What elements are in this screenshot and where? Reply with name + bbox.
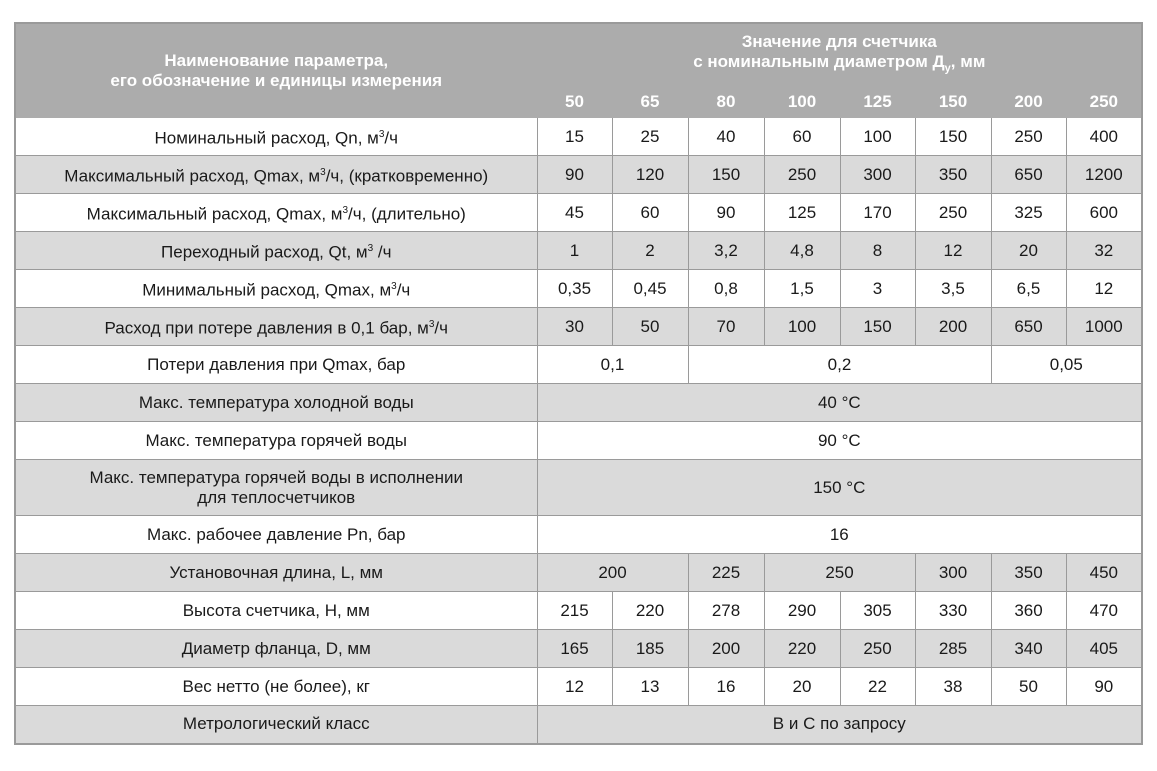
value-cell: 50 [991,668,1066,706]
value-cell: 0,2 [688,346,991,384]
value-cell: 0,35 [537,270,612,308]
table-row [15,668,1142,706]
table-row [15,194,1142,232]
value-cell: 30 [537,308,612,346]
value-cell: 200 [915,308,991,346]
value-cell: 325 [991,194,1066,232]
value-cell: 0,8 [688,270,764,308]
diameter-header-cell: 65 [612,87,688,118]
value-cell: 45 [537,194,612,232]
value-cell: 90 °C [537,422,1142,460]
table-row [15,118,1142,156]
value-cell: 250 [764,554,915,592]
diameter-header-cell: 100 [764,87,840,118]
value-cell: 400 [1066,118,1142,156]
value-cell: 8 [840,232,915,270]
value-cell: 300 [840,156,915,194]
value-cell: 150 °C [537,460,1142,516]
value-cell: 32 [1066,232,1142,270]
value-cell: 600 [1066,194,1142,232]
table-row [15,232,1142,270]
value-cell: 70 [688,308,764,346]
value-cell: 12 [537,668,612,706]
table-row [15,630,1142,668]
parameter-label: Макс. температура холодной воды [15,384,537,422]
value-cell: 200 [688,630,764,668]
value-cell: 650 [991,308,1066,346]
table-row [15,706,1142,744]
value-cell: 330 [915,592,991,630]
value-cell: 215 [537,592,612,630]
parameter-label: Расход при потере давления в 0,1 бар, $м^3/ч$ [15,308,537,346]
parameter-label: Вес нетто (не более), кг [15,668,537,706]
value-cell: 50 [612,308,688,346]
diameter-header-cell: 50 [537,87,612,118]
value-cell: 12 [1066,270,1142,308]
value-cell: 3 [840,270,915,308]
value-cell: 350 [915,156,991,194]
table-row [15,554,1142,592]
parameter-label: Метрологический класс [15,706,537,744]
parameter-header-line1: Наименование параметра, [164,50,389,70]
parameter-label: Переходный расход, Qt, $м^3$ /ч [15,232,537,270]
spec-table [14,22,1143,745]
parameter-label: Максимальный расход, Qmax, $м^3/ч$, (длительно) [15,194,537,232]
value-cell: 405 [1066,630,1142,668]
value-cell: 305 [840,592,915,630]
value-cell: 300 [915,554,991,592]
value-header-line1: Значение для счетчика [741,31,937,51]
parameter-label: Макс. температура горячей воды [15,422,537,460]
table-row [15,270,1142,308]
parameter-label: Макс. температура горячей воды в исполнении для теплосчетчиков [15,460,537,516]
table-row [15,156,1142,194]
value-cell: 360 [991,592,1066,630]
value-cell: 12 [915,232,991,270]
value-header-line2: с номинальным диаметром $Д_у$, мм [693,51,986,75]
table-row [15,460,1142,516]
value-cell: 40 °C [537,384,1142,422]
value-cell: 16 [688,668,764,706]
parameter-header-line2: его обозначение и единицы измерения [110,70,443,90]
value-cell: 22 [840,668,915,706]
diameter-header-cell: 125 [840,87,915,118]
value-cell: 450 [1066,554,1142,592]
value-cell: 0,05 [991,346,1142,384]
value-cell: 40 [688,118,764,156]
value-cell: 1200 [1066,156,1142,194]
value-cell: 3,5 [915,270,991,308]
parameter-label: Установочная длина, L, мм [15,554,537,592]
value-cell: 2 [612,232,688,270]
value-cell: 250 [764,156,840,194]
parameter-label: Высота счетчика, H, мм [15,592,537,630]
value-header [537,23,1142,87]
value-cell: 170 [840,194,915,232]
value-cell: 200 [537,554,688,592]
value-cell: 220 [764,630,840,668]
value-cell: 100 [764,308,840,346]
parameter-label: Минимальный расход, Qmax, $м^3/ч$ [15,270,537,308]
value-cell: 278 [688,592,764,630]
value-cell: 38 [915,668,991,706]
value-cell: 250 [991,118,1066,156]
diameter-header-cell: 150 [915,87,991,118]
value-cell: В и С по запросу [537,706,1142,744]
value-cell: 1 [537,232,612,270]
table-row [15,384,1142,422]
value-cell: 90 [537,156,612,194]
value-cell: 150 [915,118,991,156]
parameter-label: Потери давления при Qmax, бар [15,346,537,384]
diameter-header-cell: 200 [991,87,1066,118]
table-row [15,308,1142,346]
value-cell: 3,2 [688,232,764,270]
value-cell: 100 [840,118,915,156]
value-cell: 25 [612,118,688,156]
value-cell: 1,5 [764,270,840,308]
value-cell: 90 [688,194,764,232]
value-cell: 150 [688,156,764,194]
value-cell: 16 [537,516,1142,554]
table-row [15,516,1142,554]
diameter-header-cell: 250 [1066,87,1142,118]
parameter-header [15,23,537,118]
value-cell: 20 [764,668,840,706]
value-cell: 120 [612,156,688,194]
value-cell: 1000 [1066,308,1142,346]
value-cell: 125 [764,194,840,232]
table-row [15,592,1142,630]
table-row [15,346,1142,384]
value-cell: 4,8 [764,232,840,270]
value-cell: 185 [612,630,688,668]
diameter-header-cell: 80 [688,87,764,118]
value-cell: 350 [991,554,1066,592]
value-cell: 470 [1066,592,1142,630]
value-cell: 60 [612,194,688,232]
value-cell: 150 [840,308,915,346]
value-cell: 0,45 [612,270,688,308]
parameter-label: Номинальный расход, Qn, $м^3/ч$ [15,118,537,156]
value-cell: 13 [612,668,688,706]
value-cell: 0,1 [537,346,688,384]
value-cell: 165 [537,630,612,668]
parameter-label: Диаметр фланца, D, мм [15,630,537,668]
value-cell: 15 [537,118,612,156]
value-cell: 650 [991,156,1066,194]
value-cell: 6,5 [991,270,1066,308]
value-cell: 90 [1066,668,1142,706]
value-cell: 60 [764,118,840,156]
value-cell: 250 [915,194,991,232]
value-cell: 250 [840,630,915,668]
value-cell: 285 [915,630,991,668]
parameter-label: Максимальный расход, Qmax, $м^3/ч$, (кратковременно) [15,156,537,194]
parameter-label: Макс. рабочее давление Pn, бар [15,516,537,554]
value-cell: 20 [991,232,1066,270]
value-cell: 220 [612,592,688,630]
value-cell: 290 [764,592,840,630]
table-row [15,422,1142,460]
value-cell: 340 [991,630,1066,668]
value-cell: 225 [688,554,764,592]
